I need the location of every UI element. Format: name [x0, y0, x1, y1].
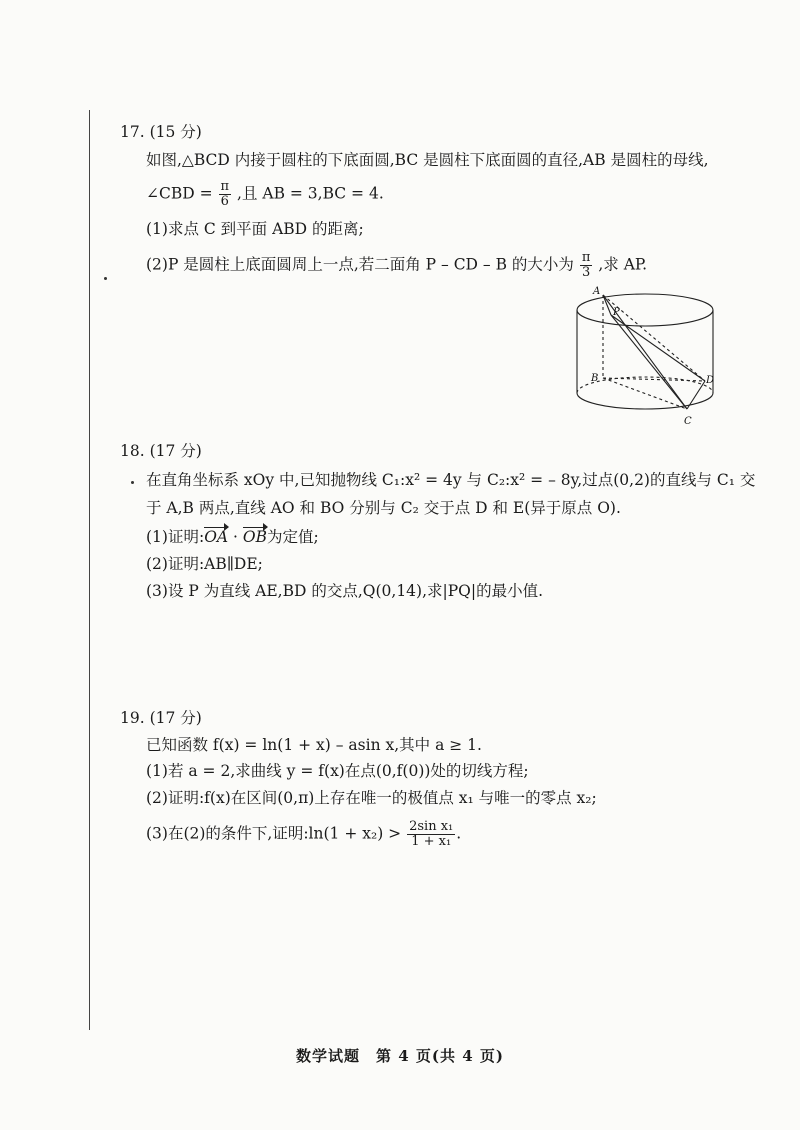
q19-header: 19. (17 分): [120, 709, 202, 727]
label-P: P: [613, 307, 620, 318]
fraction-denominator: 1 + x₁: [411, 834, 452, 849]
q17-part1: (1)求点 C 到平面 ABD 的距离;: [146, 220, 364, 238]
q19-part3-tail: .: [456, 824, 462, 843]
label-B: B: [591, 373, 599, 384]
q19-part3: [146, 820, 461, 849]
stray-dot: [104, 277, 107, 280]
q17-stem-line2: [146, 180, 384, 209]
label-C: C: [684, 416, 692, 427]
fraction-denominator: 3: [581, 265, 591, 280]
q18-part2: (2)证明:AB∥DE;: [146, 555, 263, 573]
left-margin-line: [89, 110, 90, 1030]
edge-CD: [687, 381, 705, 409]
q17-part2-text: (2)P 是圆柱上底面圆周上一点,若二面角 P – CD – B 的大小为: [146, 255, 574, 274]
edge-PD: [611, 315, 705, 381]
q18-part1: [146, 526, 319, 548]
sin-fraction: [407, 820, 455, 849]
q18-part3: (3)设 P 为直线 AE,BD 的交点,Q(0,14),求|PQ|的最小值.: [146, 582, 544, 600]
fraction-numerator: 2sin x₁: [409, 819, 454, 834]
q18-stem-line2: 于 A,B 两点,直线 AO 和 BO 分别与 C₂ 交于点 D 和 E(异于原点 O).: [146, 499, 621, 517]
fraction-denominator: 6: [220, 194, 229, 209]
fraction-numerator: π: [581, 250, 591, 265]
q18-part1-tail: 为定值;: [266, 528, 319, 546]
q17-given-text: ,且 AB = 3,BC = 4.: [237, 184, 384, 203]
q19-part2: (2)证明:f(x)在区间(0,π)上存在唯一的极值点 x₁ 与唯一的零点 x₂;: [146, 789, 597, 807]
vector-OB: OB: [242, 528, 267, 546]
q19-part1: (1)若 a = 2,求曲线 y = f(x)在点(0,f(0))处的切线方程;: [146, 762, 529, 780]
pi-over-three-fraction: [580, 251, 593, 280]
label-D: D: [706, 375, 715, 386]
edge-BD: [603, 378, 705, 381]
q17-part2: [146, 251, 647, 280]
dot-product: ·: [228, 528, 243, 546]
q19-part3-text: (3)在(2)的条件下,证明:ln(1 + x₂) >: [146, 824, 402, 843]
q18-stem-line1: 在直角坐标系 xOy 中,已知抛物线 C₁:x² = 4y 与 C₂:x² = – 8y,过点(0,2)的直线与 C₁ 交: [146, 471, 756, 489]
cylinder-figure: [575, 285, 735, 430]
q17-part2-tail: ,求 AP.: [598, 255, 648, 274]
top-ellipse: [577, 294, 713, 326]
vector-OA: OA: [204, 528, 229, 546]
q18-part1-text: (1)证明:: [146, 528, 205, 546]
q18-header: 18. (17 分): [120, 442, 202, 460]
q17-angle-text: ∠CBD =: [146, 184, 213, 203]
q19-stem: 已知函数 f(x) = ln(1 + x) – asin x,其中 a ≥ 1.: [146, 736, 482, 754]
q17-stem-line1: 如图,△BCD 内接于圆柱的下底面圆,BC 是圆柱下底面圆的直径,AB 是圆柱的母线,: [146, 151, 709, 169]
page-footer: 数学试题 第 4 页(共 4 页): [296, 1047, 504, 1065]
label-A: A: [593, 286, 601, 297]
fraction-numerator: π: [220, 179, 230, 194]
pi-over-six-fraction: [219, 180, 232, 209]
stray-dot: [131, 481, 134, 484]
q17-header: 17. (15 分): [120, 123, 202, 141]
